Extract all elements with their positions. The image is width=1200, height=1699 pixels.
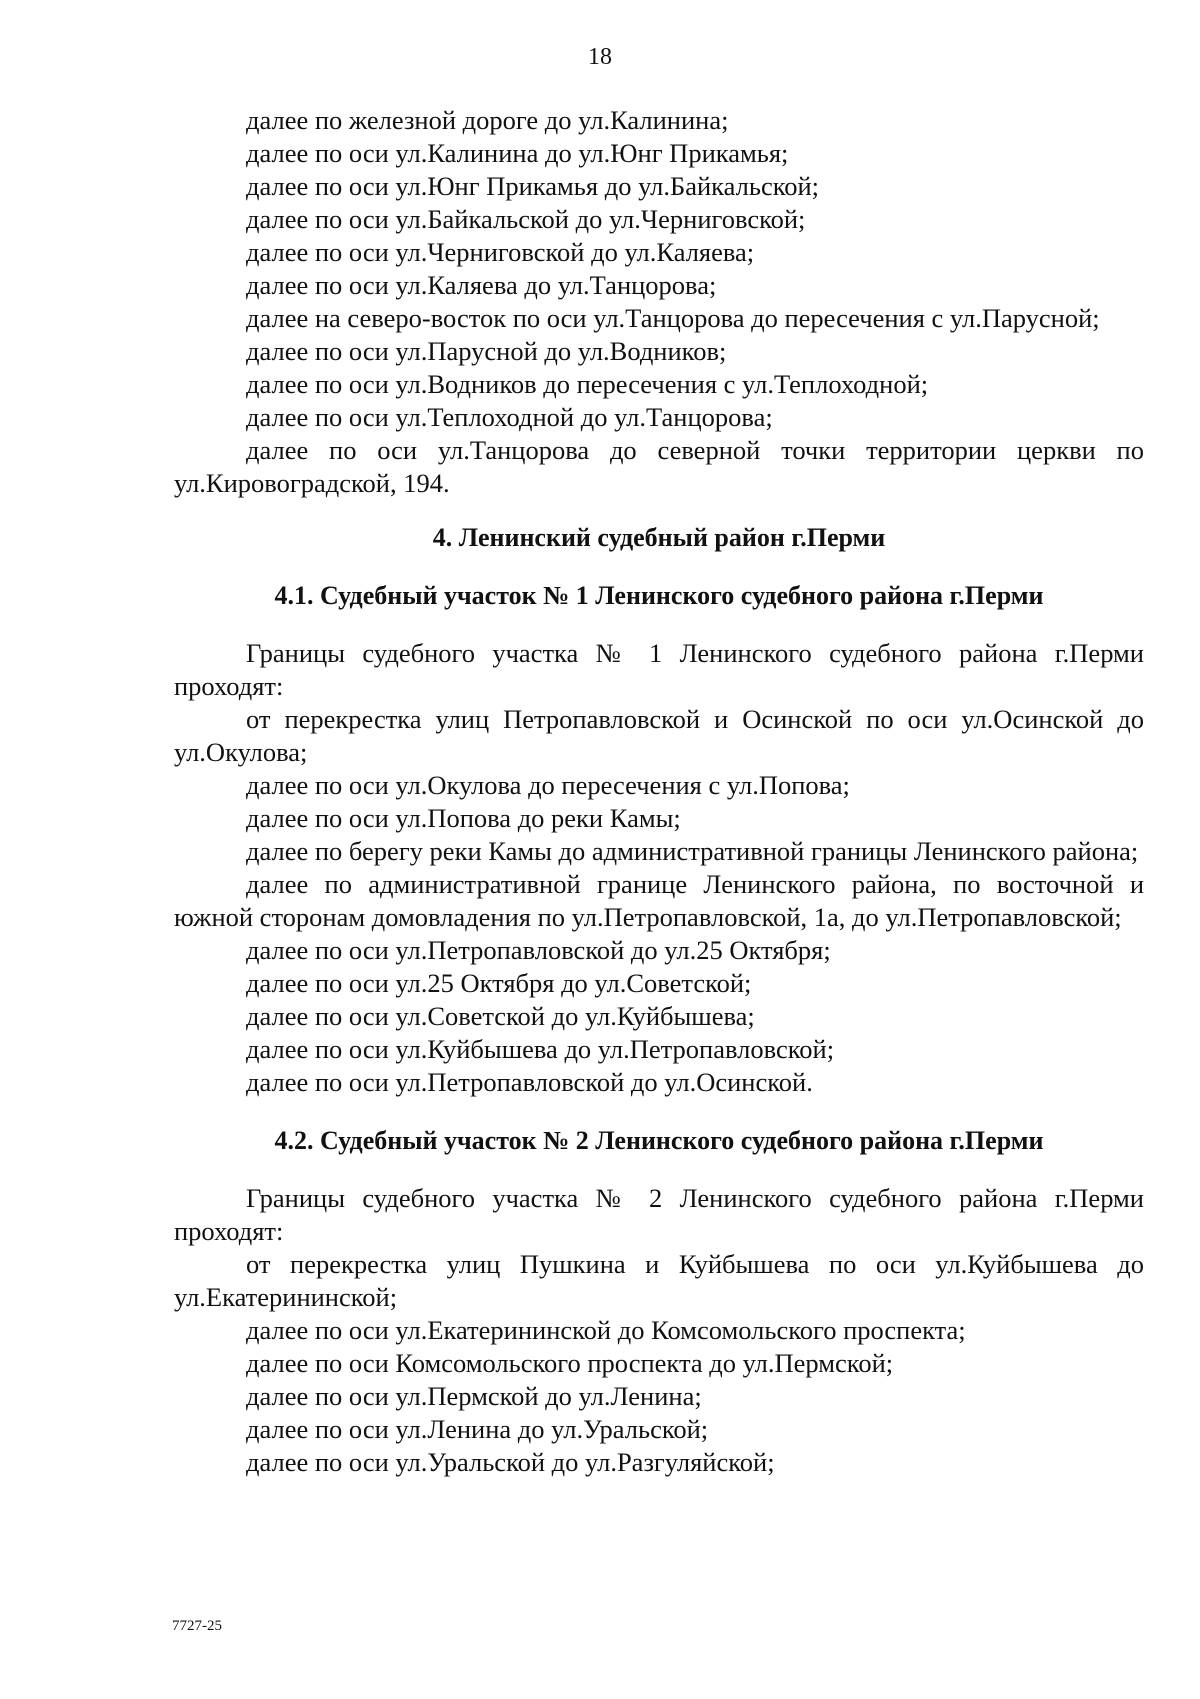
- paragraph: далее по оси ул.Пермской до ул.Ленина;: [246, 1381, 702, 1411]
- paragraph: далее по оси ул.Куйбышева до ул.Петропавловской;: [246, 1034, 835, 1064]
- paragraph: далее по оси ул.Юнг Прикамья до ул.Байкальской;: [246, 171, 820, 201]
- paragraph: далее по оси ул.Петропавловской до ул.25 Октября;: [246, 935, 831, 965]
- paragraph: далее по оси ул.Водников до пересечения с ул.Теплоходной;: [246, 369, 929, 399]
- paragraph: далее по оси ул.Калинина до ул.Юнг Прикамья;: [246, 138, 789, 168]
- paragraph: далее по оси ул.Окулова до пересечения с ул.Попова;: [246, 770, 850, 800]
- paragraph: далее по оси ул.Петропавловской до ул.Осинской.: [246, 1067, 813, 1097]
- document-code: 7727-25: [172, 1618, 222, 1634]
- paragraph: далее по оси ул.Черниговской до ул.Каляева;: [246, 237, 755, 267]
- paragraph: далее на северо-восток по оси ул.Танцорова до пересечения с ул.Парусной;: [246, 303, 1100, 333]
- paragraph: далее по оси ул.Байкальской до ул.Черниговской;: [246, 204, 806, 234]
- subsection-heading: 4.1. Судебный участок № 1 Ленинского судебного района г.Перми: [274, 581, 1044, 610]
- paragraph: далее по оси ул.Екатерининской до Комсомольского проспекта;: [246, 1315, 966, 1345]
- paragraph: далее по оси ул.Танцорова до северной точки территории церкви по ул.Кировоградской, 194.: [174, 435, 1144, 498]
- subsection-heading: 4.2. Судебный участок № 2 Ленинского судебного района г.Перми: [274, 1126, 1044, 1155]
- paragraph: Границы судебного участка № 1 Ленинского судебного района г.Перми проходят:: [174, 638, 1144, 701]
- paragraph: далее по железной дороге до ул.Калинина;: [246, 105, 729, 135]
- paragraph: далее по оси ул.Советской до ул.Куйбышева;: [246, 1001, 755, 1031]
- paragraph: далее по оси ул.Парусной до ул.Водников;: [246, 336, 727, 366]
- paragraph: далее по оси ул.Ленина до ул.Уральской;: [246, 1414, 709, 1444]
- paragraph: далее по оси ул.Каляева до ул.Танцорова;: [246, 270, 717, 300]
- paragraph: Границы судебного участка № 2 Ленинского судебного района г.Перми проходят:: [174, 1183, 1144, 1246]
- paragraph: далее по оси Комсомольского проспекта до ул.Пермской;: [246, 1348, 894, 1378]
- paragraph: далее по оси ул.25 Октября до ул.Советской;: [246, 968, 752, 998]
- paragraph: далее по оси ул.Уральской до ул.Разгуляйской;: [246, 1447, 775, 1477]
- paragraph: далее по оси ул.Теплоходной до ул.Танцорова;: [246, 402, 773, 432]
- paragraph: от перекрестка улиц Петропавловской и Осинской по оси ул.Осинской до ул.Окулова;: [174, 704, 1144, 767]
- paragraph: от перекрестка улиц Пушкина и Куйбышева по оси ул.Куйбышева до ул.Екатерининской;: [174, 1249, 1144, 1312]
- paragraph: далее по административной границе Ленинского района, по восточной и южной сторонам домовладения по ул.Петропавловской, 1а, до ул.Петропавловской;: [174, 869, 1144, 932]
- document-body: [174, 104, 1144, 1479]
- paragraph: далее по берегу реки Камы до административной границы Ленинского района;: [246, 836, 1139, 866]
- section-heading: 4. Ленинский судебный район г.Перми: [432, 523, 886, 552]
- page-number: 18: [588, 44, 612, 70]
- paragraph: далее по оси ул.Попова до реки Камы;: [246, 803, 681, 833]
